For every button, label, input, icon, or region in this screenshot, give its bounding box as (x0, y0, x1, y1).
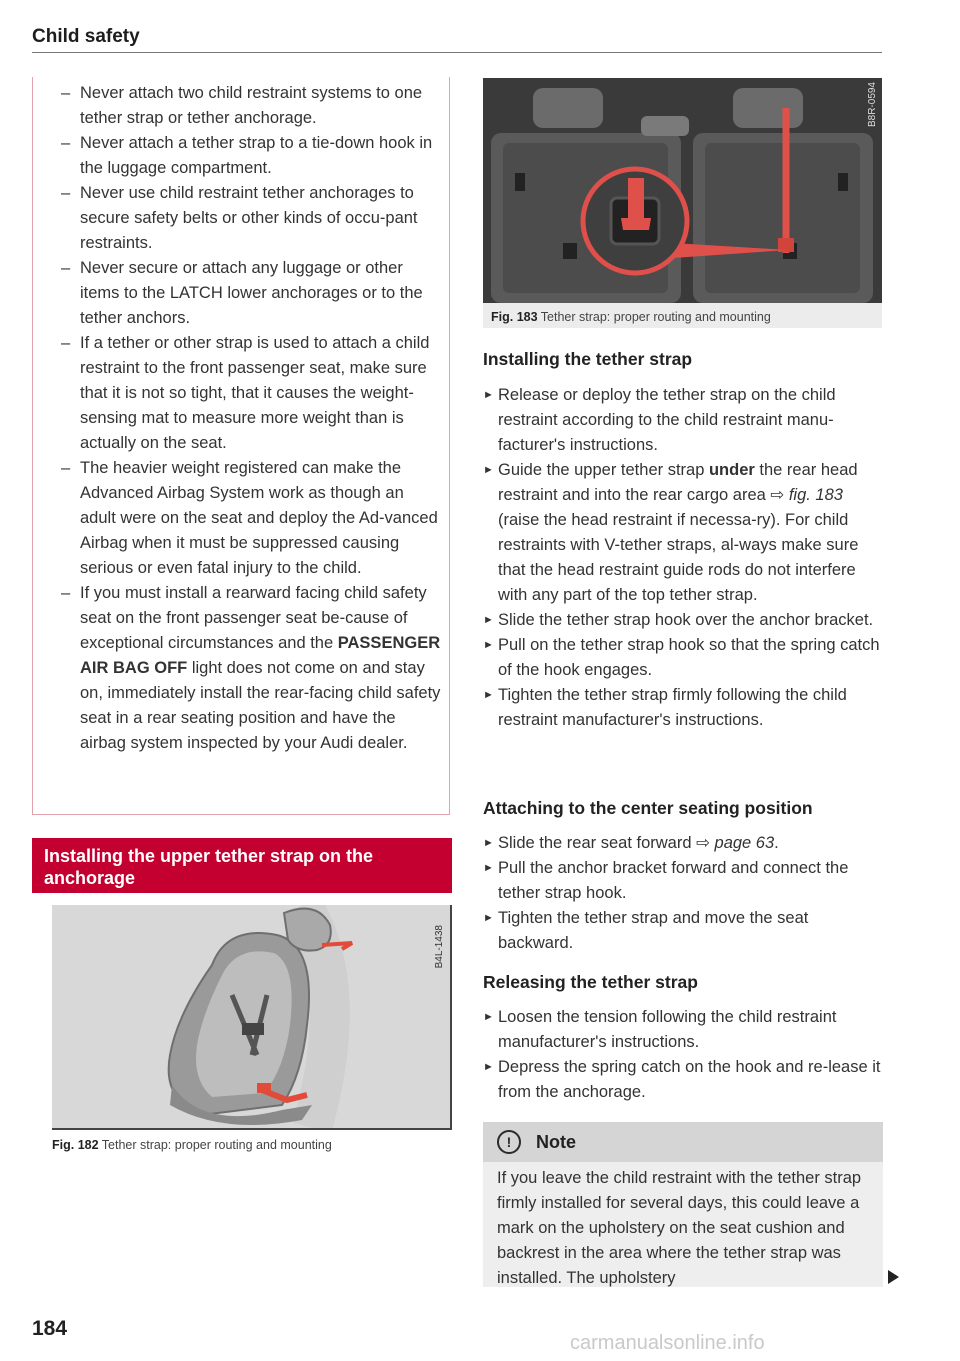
figure-caption-text: Tether strap: proper routing and mounting (540, 310, 771, 324)
figure-code: B8R-0594 (867, 82, 878, 128)
page-number: 184 (32, 1317, 68, 1340)
warning-bold-text: PASSENGER AIR BAG OFF (80, 634, 441, 677)
center-heading: Attaching to the center seating position (483, 798, 813, 818)
step-text: Slide the rear seat forward (498, 834, 697, 852)
warning-text: light does not come on and stay on, immediately install the rear-facing child safety seat in a rear seating position and have the airbag system inspected by your Audi dealer. (80, 659, 441, 752)
figure-182-caption (52, 1138, 332, 1152)
continue-arrow-icon (888, 1270, 899, 1284)
page-header-title: Child safety (32, 26, 140, 47)
rear-seat-illustration (483, 78, 882, 303)
exclamation-icon: ! (497, 1130, 521, 1154)
step-text: Guide the upper tether strap (498, 461, 709, 479)
figure-label: Fig. 182 (52, 1138, 99, 1152)
header-rule (32, 52, 882, 53)
figure-code: B4L-1438 (434, 925, 445, 969)
warning-item: – Never use child restraint tether anchorages to secure safety belts or other kinds of occu-pant restraints. (61, 181, 443, 256)
warning-item: – If a tether or other strap is used to attach a child restraint to the front passenger seat, make sure that it is not so tight, that it causes the weight-sensing mat to measure more weight than is actually on the seat. (61, 331, 443, 456)
step-text: (raise the head restraint if necessa-ry). For child restraints with V-tether straps, al-ways make sure that the head restraint guide rods do not interfere with any part of the top tether strap. (498, 511, 859, 604)
note-header (483, 1122, 883, 1162)
warning-item: – Never secure or attach any luggage or other items to the LATCH lower anchorages or to the tether anchors. (61, 256, 443, 331)
figure-caption-text: Tether strap: proper routing and mounting (101, 1138, 332, 1152)
step-item: ► Release or deploy the tether strap on the child restraint according to the child restraint manu-facturer's instructions. (483, 383, 883, 458)
warning-item: – The heavier weight registered can make the Advanced Airbag System work as though an adult were on the seat and deploy the Ad-vanced Airbag when it must be suppressed causing serious or even fatal injury to the child. (61, 456, 443, 581)
figure-reference-link[interactable]: ⇨ fig. 183 (770, 486, 843, 504)
figure-label: Fig. 183 (491, 310, 538, 324)
step-item (483, 458, 883, 608)
releasing-heading: Releasing the tether strap (483, 972, 698, 992)
step-text: the rear head restraint and into the rear cargo area (498, 461, 858, 504)
step-item: ► Tighten the tether strap and move the seat backward. (483, 906, 883, 956)
note-title: Note (536, 1132, 576, 1152)
figure-183 (483, 78, 882, 303)
installing-heading: Installing the tether strap (483, 349, 693, 369)
section-title: Installing the upper tether strap on the anchorage (32, 838, 452, 893)
warning-list (61, 81, 443, 756)
step-text: . (774, 834, 779, 852)
step-item: ► Loosen the tension following the child restraint manufacturer's instructions. (483, 1005, 883, 1055)
warning-box (32, 77, 450, 815)
warning-item (61, 581, 443, 756)
installing-steps (483, 383, 883, 733)
releasing-steps (483, 1005, 883, 1105)
step-bold-text: under (708, 461, 755, 479)
page-reference-link[interactable]: ⇨ page 63 (696, 834, 775, 852)
note-box (483, 1122, 883, 1287)
child-seat-illustration (52, 905, 450, 1128)
note-body: If you leave the child restraint with the tether strap firmly installed for several days, this could leave a mark on the upholstery on the seat cushion and backrest in the area where the tether strap was installed. The upholstery (497, 1169, 862, 1287)
warning-item: – Never attach two child restraint systems to one tether strap or tether anchorage. (61, 81, 443, 131)
step-item: ► Depress the spring catch on the hook and re-lease it from the anchorage. (483, 1055, 883, 1105)
step-item: ► Tighten the tether strap firmly following the child restraint manufacturer's instructions. (483, 683, 883, 733)
figure-182 (52, 905, 452, 1130)
warning-text: If you must install a rearward facing child safety seat on the front passenger seat be-cause of exceptional circumstances and the (80, 584, 427, 652)
step-item: ► Slide the tether strap hook over the anchor bracket. (483, 608, 883, 633)
warning-item: – Never attach a tether strap to a tie-down hook in the luggage compartment. (61, 131, 443, 181)
step-item: ► Pull on the tether strap hook so that the spring catch of the hook engages. (483, 633, 883, 683)
center-steps (483, 831, 883, 956)
watermark: carmanualsonline.info (570, 1332, 765, 1354)
figure-183-caption (491, 310, 771, 324)
step-item: ► Pull the anchor bracket forward and connect the tether strap hook. (483, 856, 883, 906)
step-item (483, 831, 883, 856)
